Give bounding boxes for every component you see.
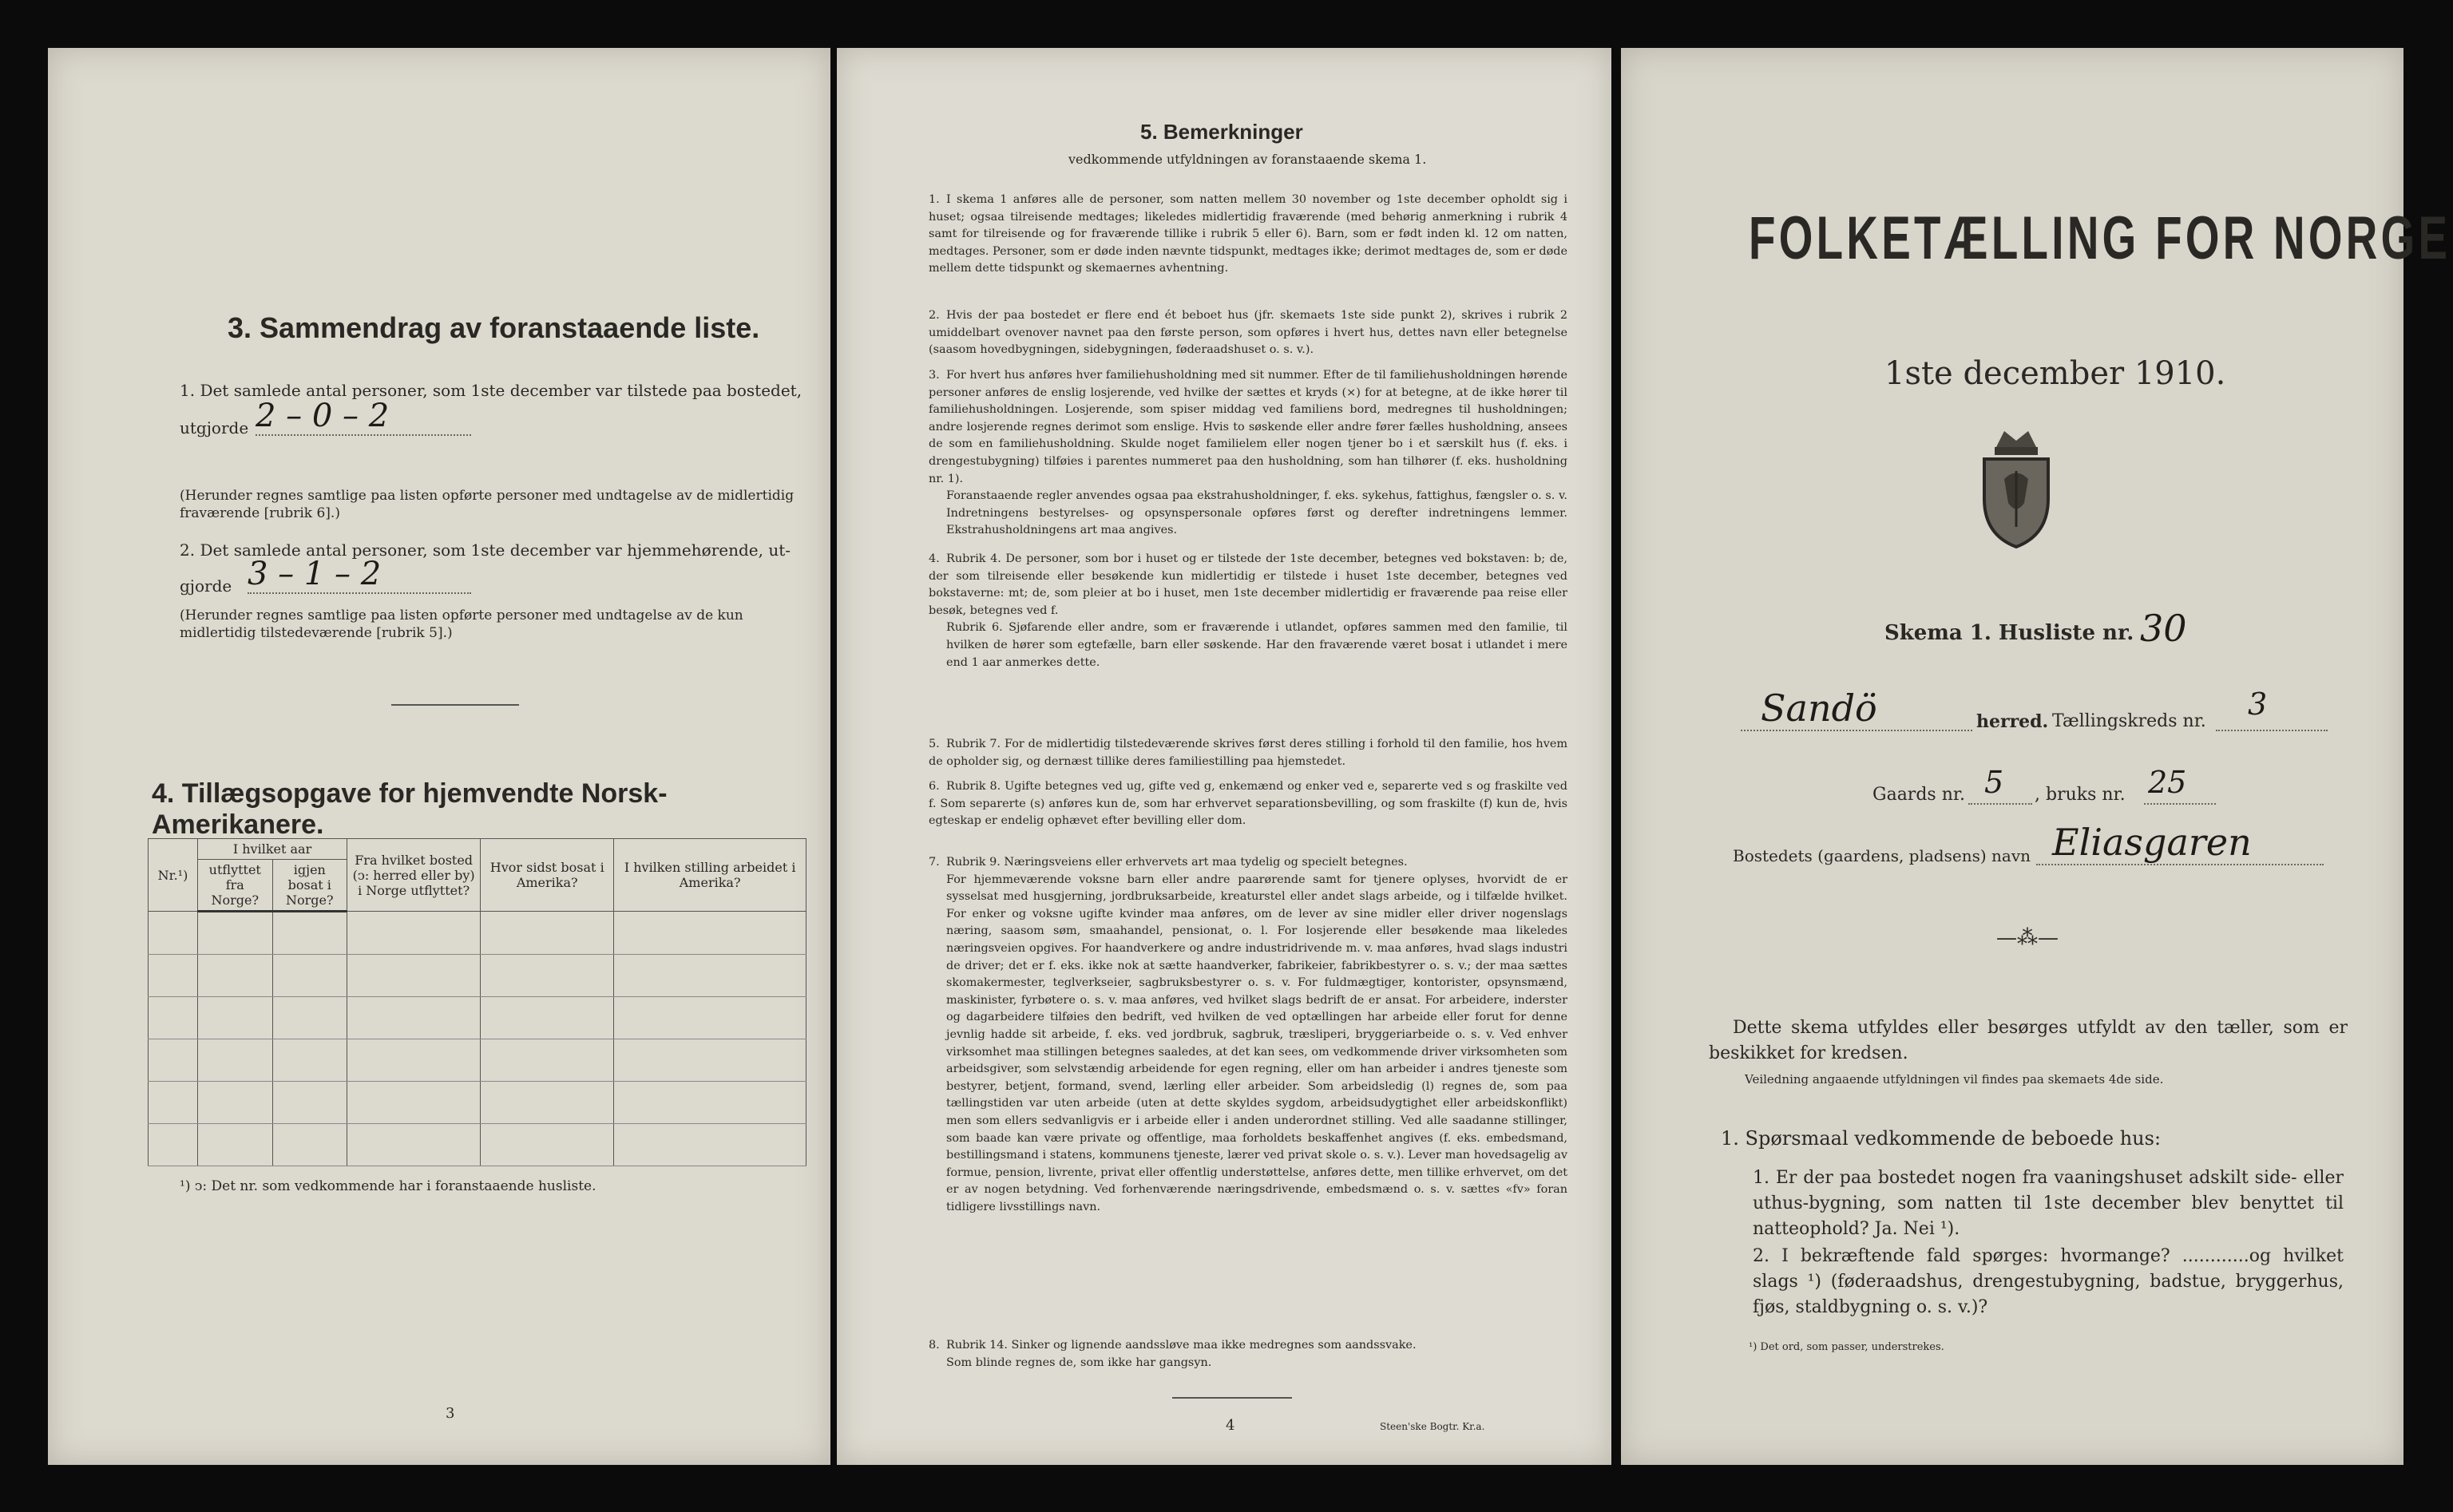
middle-divider <box>1172 1397 1292 1399</box>
table-row <box>149 1082 806 1124</box>
skema-label: Skema 1. Husliste nr. <box>1884 621 2134 645</box>
bruks-label: , bruks nr. <box>2035 785 2126 805</box>
page-number-3: 3 <box>446 1405 455 1422</box>
section3-title: 3. Sammendrag av foranstaaende liste. <box>228 311 760 344</box>
item1-prefix: utgjorde <box>180 418 249 437</box>
col-group-year: I hvilket aar <box>198 839 347 860</box>
remark-item-8: 8. Rubrik 14. Sinker og lignende aandssløve maa ikke medregnes som aandssvake. Som blinde regnes de, som ikke har gangsyn. <box>929 1339 1417 1369</box>
questions-heading: 1. Spørsmaal vedkommende de beboede hus: <box>1721 1127 2162 1150</box>
table-row <box>149 1039 806 1082</box>
herred-handwritten: Sandö <box>1761 687 1877 730</box>
gaards-handwritten: 5 <box>1984 765 2004 800</box>
table-row <box>149 912 806 955</box>
instruction-text: Dette skema utfyldes eller besørges utfyldt av den tæller, som er beskikket for kredsen. <box>1709 1018 2348 1063</box>
remark-item-2: 2. Hvis der paa bostedet er flere end ét beboet hus (jfr. skemaets 1ste side punkt 2), skrives i rubrik 2 umiddelbart ovenover navnet paa den første person, som opføres i hvert hus, dettes navn eller betegnelse (saasom hovedbygningen, sidebygningen, føderaadshuset o. s. v.). <box>929 309 1567 357</box>
gaards-line <box>1968 802 2032 805</box>
left-footnote: ¹) ↄ: Det nr. som vedkommende har i foranstaaende husliste. <box>180 1178 596 1194</box>
bruks-handwritten: 25 <box>2148 765 2187 800</box>
remark-item-4: 4. Rubrik 4. De personer, som bor i huset og er tilstede der 1ste december, betegnes ved bokstaven: b; de, der som tilreisende eller besøkende kun midlertidig er tilstede i huset 1ste december, betegnes ved bokstaverne: mt; de, som pleier at bo i huset, men 1ste december midlertidig er fraværende paa reise eller besøk, betegnes ved f. Rubrik 6. Sjøfarende eller andre, som er fraværende i utlandet, opføres sammen med den familie, til hvilken de hører som egtefælle, barn eller søskende. Har den fraværende været bosat i utlandet i mere end 1 aar anmerkes dette. <box>929 552 1567 669</box>
right-footnote: ¹) Det ord, som passer, understrekes. <box>1749 1341 1944 1353</box>
col-returned: igjen bosat i Norge? <box>272 860 347 912</box>
page-right <box>1621 48 2451 1465</box>
page-left <box>48 48 830 1465</box>
remark-item-6: 6. Rubrik 8. Ugifte betegnes ved ug, gifte ved g, enkemænd og enker ved e, separerte ved s og fraskilte ved f. Som separerte (s) anføres kun de, som har erhvervet separationsbevilling, og som fraskilte (f) kun de, hvis egteskap er endelig ophævet efter bevilling eller dom. <box>929 780 1567 828</box>
item1-text: 1. Det samlede antal personer, som 1ste december var tilstede paa bostedet, <box>180 381 802 400</box>
coat-of-arms-icon <box>1972 423 2060 551</box>
item1-note: (Herunder regnes samtlige paa listen opførte personer med undtagelse av de midlertidig fraværende [rubrik 6].) <box>180 488 795 521</box>
page-number-4: 4 <box>1226 1417 1235 1434</box>
col-position-america: I hvilken stilling arbeidet i Amerika? <box>614 839 806 912</box>
col-emigrated: utflyttet fra Norge? <box>198 860 273 912</box>
instruction-note: Veiledning angaaende utfyldningen vil findes paa skemaets 4de side. <box>1745 1072 2164 1087</box>
taellingskreds-label: Tællingskreds nr. <box>2052 711 2206 731</box>
table-row <box>149 1124 806 1166</box>
remark-item-5: 5. Rubrik 7. For de midlertidig tilstedeværende skrives først deres stilling i forhold til den familie, hos hvem de opholder sig, og dernæst tillike deres familiestilling paa hjemstedet. <box>929 738 1567 768</box>
remark-item-7: 7. Rubrik 9. Næringsveiens eller erhvervets art maa tydelig og specielt betegnes. For hjemmeværende voksne barn eller andre paarørende samt for tjenere oplyses, hvorvidt de er sysselsat med husgjerning, jordbruksarbeide, kreaturstel eller andet slags arbeide, og i tilfælde hvilket. For enker og voksne ugifte kvinder maa anføres, om de lever av sine midler eller driver nogenslags næring, saasom søm, smaahandel, pensionat, o. l. For losjerende eller besøkende maa likeledes næringsveien opgives. For haandverkere og andre industridrivende m. v. maa anføres, hvad slags industri de driver; det er f. eks. ikke nok at sætte haandverker, fabrikeier, fabrikbestyrer o. s. v.; der maa sættes skomakermester, teglverkseier, sagbruksbestyrer o. s. v. For fuldmægtiger, kontorister, opsynsmænd, maskinister, fyrbøtere o. s. v. maa anføres, ved hvilket slags bedrift de er ansat. For arbeidere, inderster og dagarbeidere tilføies den bedrift, ved hvilken de ved optællingen har arbeide eller forut for denne jevnlig hadde sit arbeide, f. eks. ved jordbruk, sagbruk, træsliperi, bryggeriarbeide o. s. v. Ved enhver virksomhet maa stillingen betegnes saaledes, at det kan sees, om vedkommende driver virksomheten som arbeidsgiver, som selvstændig arbeidende for egen regning, eller om han arbeider i andres tjeneste som bestyrer, betjent, formand, svend, lærling eller arbeider. Som arbeidsledig (l) regnes de, som paa tællingstiden var uten arbeide (uten at dette skyldes sygdom, arbeidsudygtighet eller arbeidskonflikt) men som ellers sedvanligvis er i arbeide eller i anden underordnet stilling. Ved alle saadanne stillinger, som baade kan være private og offentlige, maa forholdets beskaffenhet angives (f. eks. embedsmand, bestillingsmand i statens, kommunens tjeneste, lærer ved privat skole o. s. v.). Lever man hovedsagelig av formue, pension, livrente, privat eller offentlig understøttelse, anføres dette, men tillike erhvervet, om det er av nogen betydning. Ved forhenværende næringsdrivende, embedsmænd o. s. v. sættes «fv» foran tidligere livsstillings navn. <box>929 856 1567 1213</box>
page-middle <box>837 48 1611 1465</box>
remark-item-3: 3. For hvert hus anføres hver familiehusholdning med sit nummer. Efter de til familiehusholdningen hørende personer anføres de enslig losjerende, ved hvilke der sættes et kryds (×) for at betegne, at de ikke hører til familiehusholdningen. Losjerende, som spiser middag ved familiens bord, medregnes til husholdningen; andre losjerende regnes derimot som enslige. Hvis to søskende eller andre fører fælles husholdning, ansees de som en familiehusholdning. Skulde noget familielem eller nogen tjener bo i et særskilt hus (f. eks. i drengestubygning) tilføies i parentes nummeret paa den husholdning, som han tilhører (f. eks. husholdning nr. 1). Foranstaaende regler anvendes ogsaa paa ekstrahusholdninger, f. eks. sykehus, fattighus, fængsler o. s. v. Indretningens bestyrelses- og opsynspersonale opføres først og derefter indretningens lemmer. Ekstrahusholdningens art maa angives. <box>929 369 1567 537</box>
taellingskreds-line <box>2216 728 2328 731</box>
item2-text: 2. Det samlede antal personer, som 1ste december var hjemmehørende, ut- <box>180 540 791 560</box>
question-1: 1. Er der paa bostedet nogen fra vaaningshuset adskilt side- eller uthus-bygning, som natten til 1ste december blev benyttet til natteophold? Ja. Nei ¹). <box>1753 1168 2344 1239</box>
census-title: FOLKETÆLLING FOR NORGE <box>1749 204 2451 272</box>
table-row <box>149 997 806 1039</box>
item2-prefix: gjorde <box>180 576 232 596</box>
returnee-table <box>148 838 806 1166</box>
remarks-title: 5. Bemerkninger <box>1140 120 1303 144</box>
remark-item-1: 1. I skema 1 anføres alle de personer, som natten mellem 30 november og 1ste december opholdt sig i huset; ogsaa tilreisende medtages; likeledes midlertidig fraværende (med behørig anmerkning i rubrik 4 samt for tilreisende og for fraværende tillike i rubrik 5 eller 6). Barn, som er født inden kl. 12 om natten, medtages. Personer, som er døde inden nævnte tidspunkt, medtages ikke; derimot medtages de, som er døde mellem dette tidspunkt og skemaernes avhentning. <box>929 193 1567 275</box>
ornament-icon: —⁂— <box>1996 926 2059 950</box>
item2-handwritten: 3 – 1 – 2 <box>248 556 471 594</box>
printer-mark: Steen'ske Bogtr. Kr.a. <box>1380 1421 1485 1432</box>
section4-title: 4. Tillægsopgave for hjemvendte Norsk-Amerikanere. <box>152 778 668 840</box>
herred-label: herred. <box>1976 711 2049 732</box>
item2-note: (Herunder regnes samtlige paa listen opførte personer med undtagelse av de kun midlertidig tilstedeværende [rubrik 5].) <box>180 608 743 641</box>
col-nr: Nr.¹) <box>149 839 198 912</box>
bosted-label: Bostedets (gaardens, pladsens) navn <box>1733 846 2031 865</box>
husliste-nr-handwritten: 30 <box>2140 607 2187 650</box>
col-last-america: Hvor sidst bosat i Amerika? <box>481 839 614 912</box>
census-date: 1ste december 1910. <box>1884 355 2226 392</box>
taellingskreds-handwritten: 3 <box>2248 687 2268 722</box>
col-from-where: Fra hvilket bosted (ↄ: herred eller by) i Norge utflyttet? <box>347 839 481 912</box>
section-divider <box>391 704 519 706</box>
remarks-subtitle: vedkommende utfyldningen av foranstaaende skema 1. <box>1068 152 1427 167</box>
bosted-handwritten: Eliasgaren <box>2052 821 2252 864</box>
table-row <box>149 955 806 997</box>
gaards-label: Gaards nr. <box>1872 785 1965 805</box>
item1-handwritten: 2 – 0 – 2 <box>256 398 471 436</box>
question-2: 2. I bekræftende fald spørges: hvormange? ............og hvilket slags ¹) (føderaadshus, drengestubygning, badstue, bryggerhus, fjøs, staldbygning o. s. v.)? <box>1753 1246 2344 1317</box>
bruks-line <box>2144 802 2216 805</box>
